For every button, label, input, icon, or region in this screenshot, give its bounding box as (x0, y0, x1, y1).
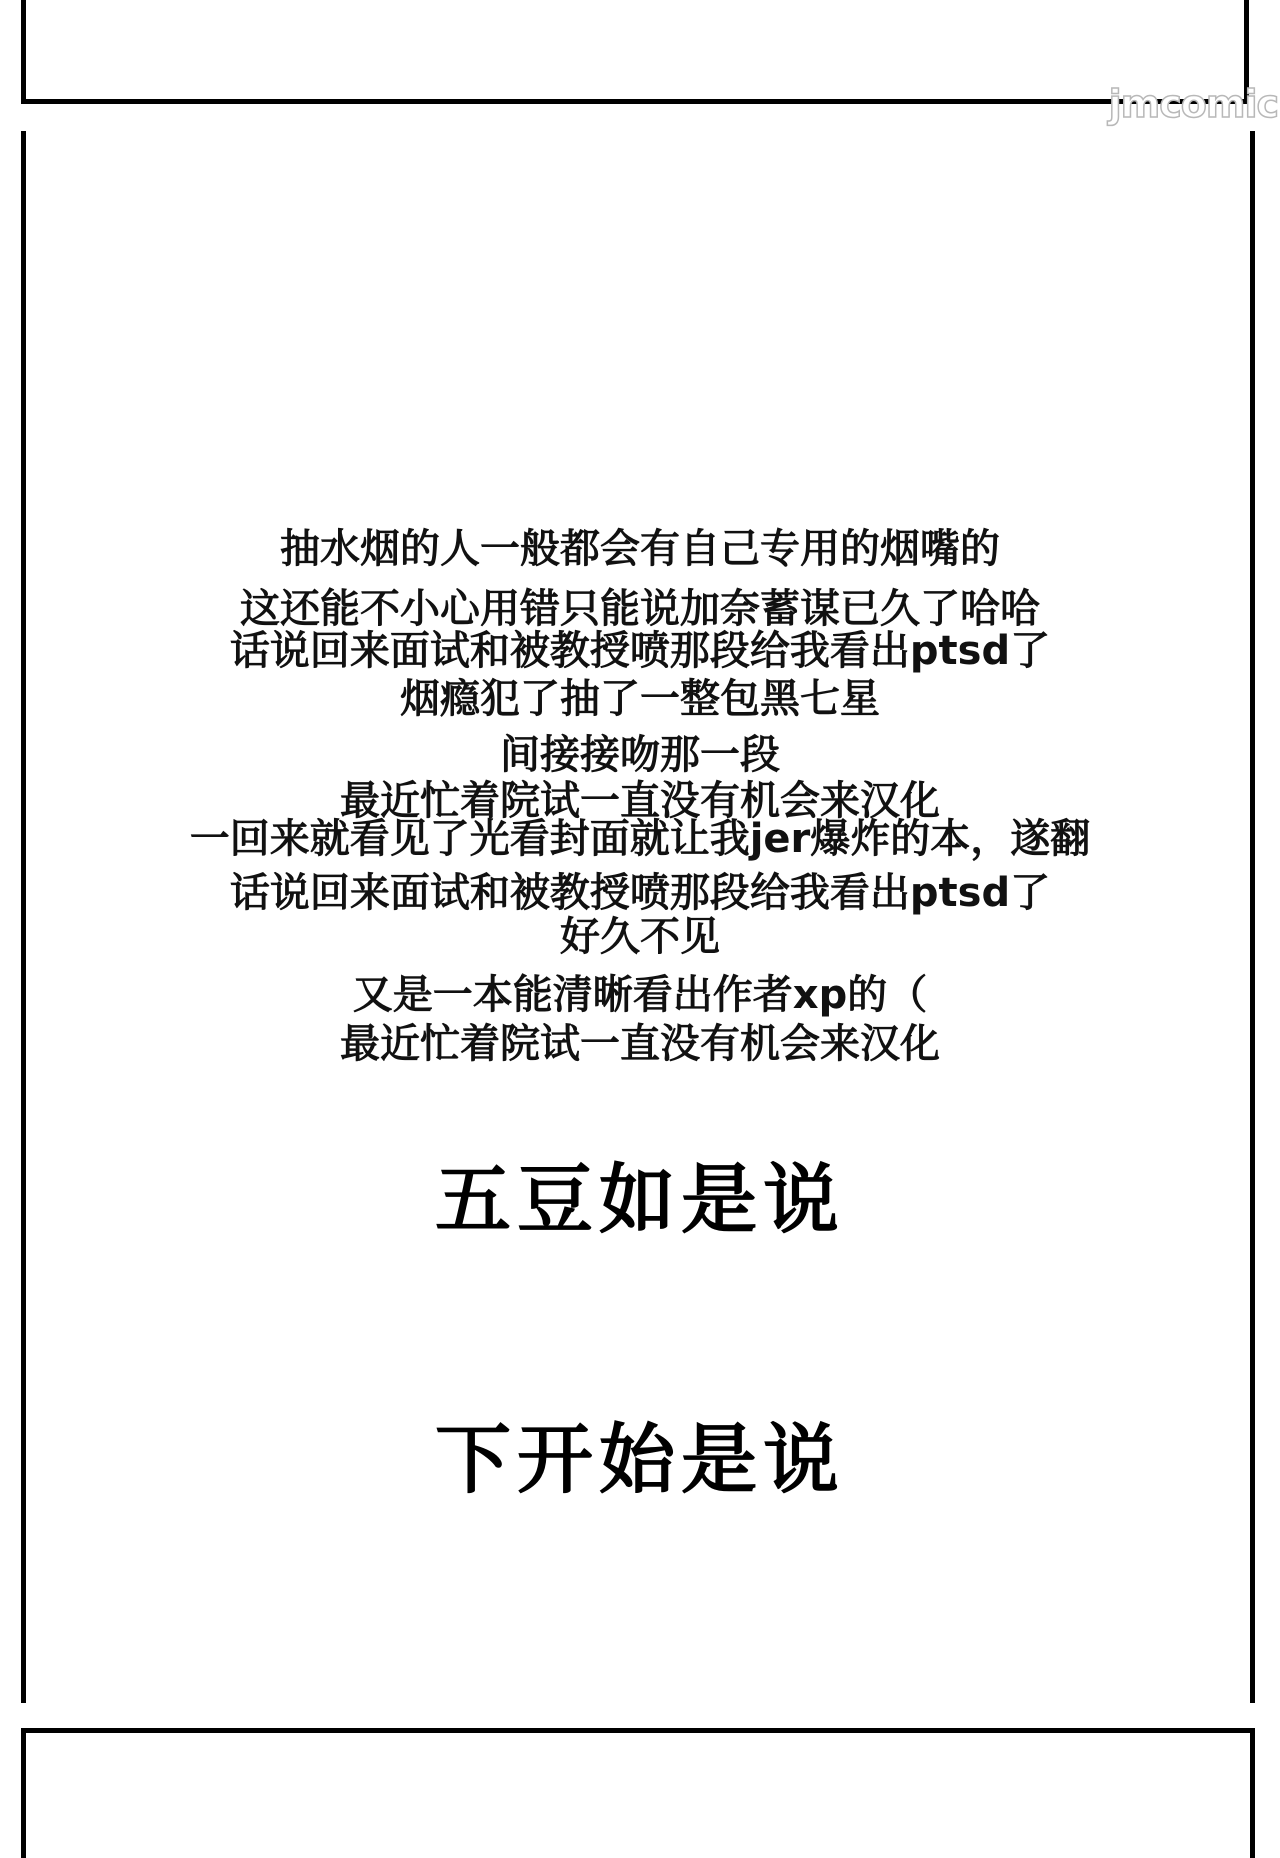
credit-line: 又是一本能清晰看出作者xp的（ (352, 972, 928, 1018)
credit-line: 最近忙着院试一直没有机会来汉化 (340, 778, 940, 824)
credit-line: 抽水烟的人一般都会有自己专用的烟嘴的 (280, 526, 1000, 572)
credit-line: 一回来就看见了光看封面就让我jer爆炸的本，遂翻 (189, 816, 1091, 862)
credit-line: 最近忙着院试一直没有机会来汉化 (340, 1021, 940, 1067)
credit-line: 间接接吻那一段 (500, 732, 780, 778)
credits-scroll-area (0, 515, 1280, 1067)
credit-line: 这还能不小心用错只能说加奈蓄谋已久了哈哈 (240, 586, 1040, 632)
credit-line: 烟瘾犯了抽了一整包黑七星 (400, 676, 880, 722)
credit-line: 话说回来面试和被教授喷那段给我看出ptsd了 (229, 870, 1051, 916)
credit-line: 好久不见 (560, 914, 720, 960)
top-panel-border (21, 0, 1249, 104)
next-title: 下开始是说 (435, 1415, 845, 1504)
watermark-logo: jmcomic (1108, 82, 1278, 126)
signature-title: 五豆如是说 (435, 1155, 845, 1244)
next-title-area (0, 1410, 1280, 1504)
credit-line: 话说回来面试和被教授喷那段给我看出ptsd了 (229, 628, 1051, 674)
bottom-panel-border (21, 1728, 1255, 1858)
signature-area (0, 1150, 1280, 1250)
